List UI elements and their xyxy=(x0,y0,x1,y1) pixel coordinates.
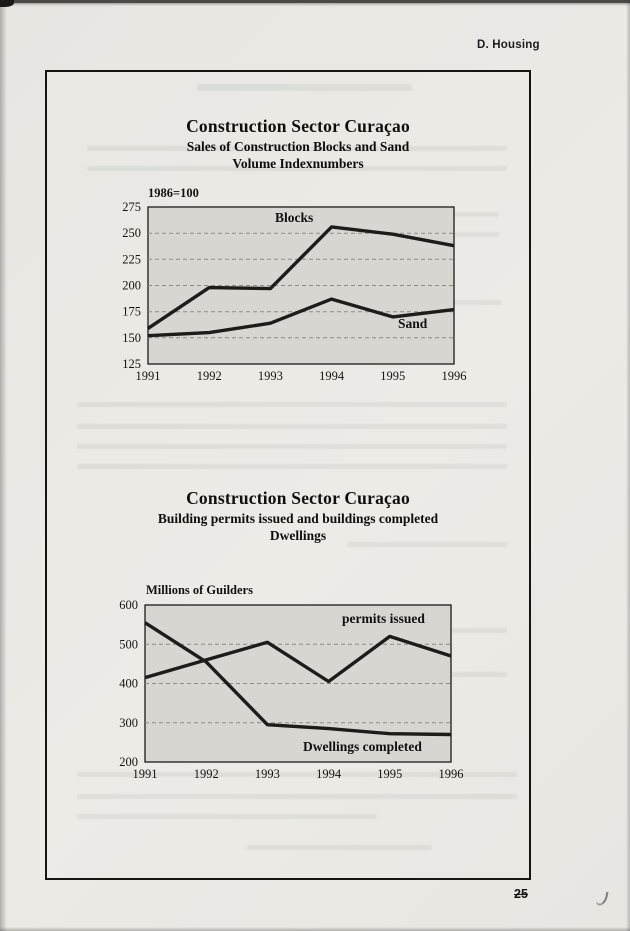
scan-edge-shadow-top xyxy=(0,3,630,6)
scan-edge-shadow-bottom xyxy=(0,927,630,931)
bleed-through-artifact xyxy=(77,814,377,819)
bleed-through-artifact xyxy=(77,424,507,429)
series-label-blocks: Blocks xyxy=(275,210,314,225)
svg-text:1995: 1995 xyxy=(377,767,403,781)
content-frame xyxy=(45,70,531,880)
bleed-through-artifact xyxy=(77,464,507,469)
chart1-unit-label: 1986=100 xyxy=(148,186,199,200)
chart2-subtitle2: Dwellings xyxy=(269,528,327,544)
svg-text:600: 600 xyxy=(119,598,138,612)
svg-text:1992: 1992 xyxy=(193,767,219,781)
chart1-title: Construction Sector Curaçao xyxy=(186,116,410,136)
series-label-dwellings-completed: Dwellings completed xyxy=(303,739,422,754)
svg-text:250: 250 xyxy=(122,226,141,241)
series-label-sand: Sand xyxy=(398,316,428,331)
chart1-title-block xyxy=(67,116,529,173)
svg-text:175: 175 xyxy=(122,304,141,319)
bleed-through-artifact xyxy=(197,84,412,91)
pen-mark xyxy=(596,890,609,907)
svg-text:400: 400 xyxy=(119,676,138,691)
bleed-through-artifact xyxy=(77,402,507,407)
svg-text:1994: 1994 xyxy=(316,767,342,781)
bleed-through-artifact xyxy=(77,794,517,799)
svg-text:1995: 1995 xyxy=(380,369,406,383)
svg-text:1991: 1991 xyxy=(132,767,158,781)
svg-text:125: 125 xyxy=(122,357,141,371)
svg-text:500: 500 xyxy=(119,637,138,652)
svg-text:1993: 1993 xyxy=(257,369,283,383)
svg-text:1991: 1991 xyxy=(135,369,161,383)
chart1-subtitle: Sales of Construction Blocks and Sand xyxy=(186,138,410,154)
chart2-title-block xyxy=(67,488,529,545)
svg-text:1994: 1994 xyxy=(319,369,345,383)
svg-text:1992: 1992 xyxy=(196,369,222,383)
bleed-through-artifact xyxy=(247,845,432,850)
svg-text:150: 150 xyxy=(122,330,141,345)
svg-text:1996: 1996 xyxy=(441,369,467,383)
page-number: 25 xyxy=(514,887,528,901)
svg-text:300: 300 xyxy=(119,715,138,730)
svg-text:275: 275 xyxy=(122,200,141,214)
svg-text:200: 200 xyxy=(122,278,141,293)
svg-text:200: 200 xyxy=(119,755,138,769)
bleed-through-artifact xyxy=(77,444,507,449)
chart2-unit-label: Millions of Guilders xyxy=(146,583,253,597)
chart1-plot xyxy=(106,201,466,386)
page-header: D. Housing xyxy=(477,39,540,51)
svg-text:1996: 1996 xyxy=(438,767,464,781)
series-label-permits-issued: permits issued xyxy=(342,611,425,626)
svg-text:1993: 1993 xyxy=(254,767,280,781)
chart1-subtitle2: Volume Indexnumbers xyxy=(232,156,364,172)
scan-edge-shadow-right xyxy=(626,0,630,931)
svg-text:225: 225 xyxy=(122,252,141,267)
chart2-subtitle: Building permits issued and buildings completed xyxy=(157,510,439,526)
scan-edge-shadow-left xyxy=(0,0,7,931)
chart2-title: Construction Sector Curaçao xyxy=(186,488,410,508)
